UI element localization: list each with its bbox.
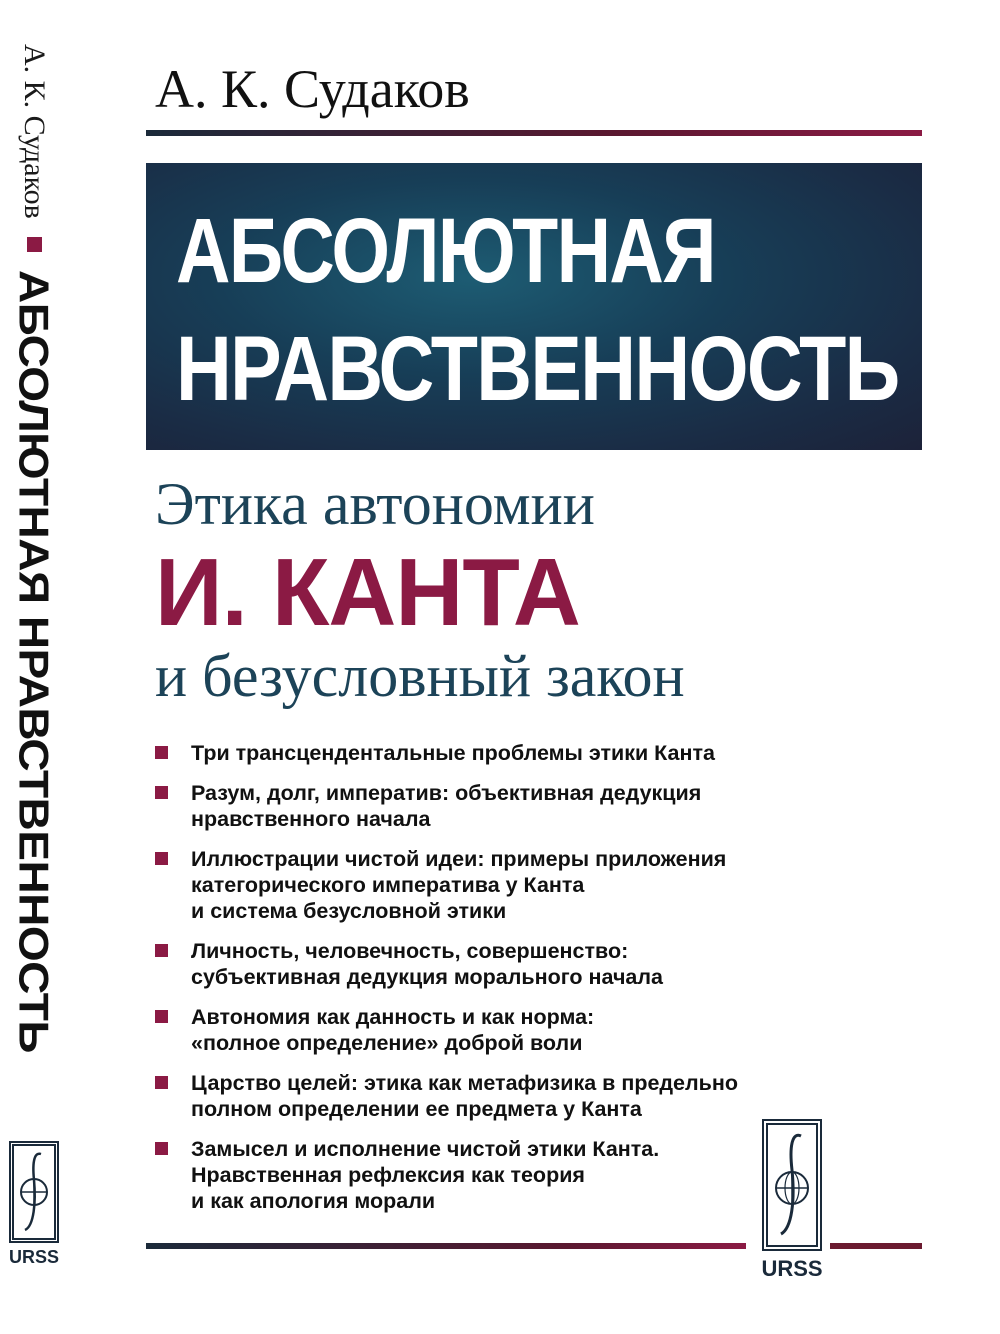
list-item [155,1004,835,1056]
bullet-square-icon [155,852,168,865]
list-item-text: Три трансцендентальные проблемы этики Канта [191,741,715,765]
title-panel [146,163,922,450]
title-line-2: НРАВСТВЕННОСТЬ [176,318,899,420]
subtitle-line-2: И. КАНТА [155,539,580,646]
list-item [155,740,835,766]
bullet-square-icon [155,1076,168,1089]
list-item [155,780,835,832]
subtitle-line-1: Этика автономии [155,471,595,537]
list-item-text: Царство целей: этика как метафизика в предельно полном определении ее предмета у Канта [191,1071,739,1121]
list-item [155,1070,835,1122]
list-item-text: Замысел и исполнение чистой этики Канта. Нравственная рефлексия как теория и как апология морали [191,1137,660,1213]
book-spine [0,0,68,1334]
spine-publisher-logo-icon [7,1140,61,1270]
bullet-square-icon [155,786,168,799]
bullet-square-icon [155,1142,168,1155]
publisher-logo-icon [760,1118,824,1284]
list-item-text: Разум, долг, императив: объективная дедукция нравственного начала [191,781,702,831]
list-item [155,1136,835,1214]
bullet-square-icon [155,1010,168,1023]
publisher-name: URSS [761,1256,823,1281]
bottom-divider-left [146,1243,746,1249]
subtitle-line-3: и безусловный закон [155,643,685,709]
list-item-text: Личность, человечность, совершенство: субъективная дедукция морального начала [191,939,663,989]
cover-author: А. К. Судаков [155,59,470,119]
spine-title: АБСОЛЮТНАЯ НРАВСТВЕННОСТЬ [10,269,58,1053]
spine-separator-square [27,237,42,252]
top-divider [146,130,922,136]
bullet-square-icon [155,944,168,957]
list-item [155,846,835,924]
list-item-text: Автономия как данность и как норма: «полное определение» доброй воли [191,1005,595,1055]
list-item [155,938,835,990]
title-line-1: АБСОЛЮТНАЯ [176,200,715,302]
contents-list [155,740,835,1228]
spine-author: А. К. Судаков [18,44,51,219]
spine-text [10,44,58,1104]
list-item-text: Иллюстрации чистой идеи: примеры приложения категорического императива у Канта и система безусловной этики [191,847,727,923]
bullet-square-icon [155,746,168,759]
spine-publisher-name: URSS [8,1247,60,1267]
bottom-divider-right [830,1243,922,1249]
